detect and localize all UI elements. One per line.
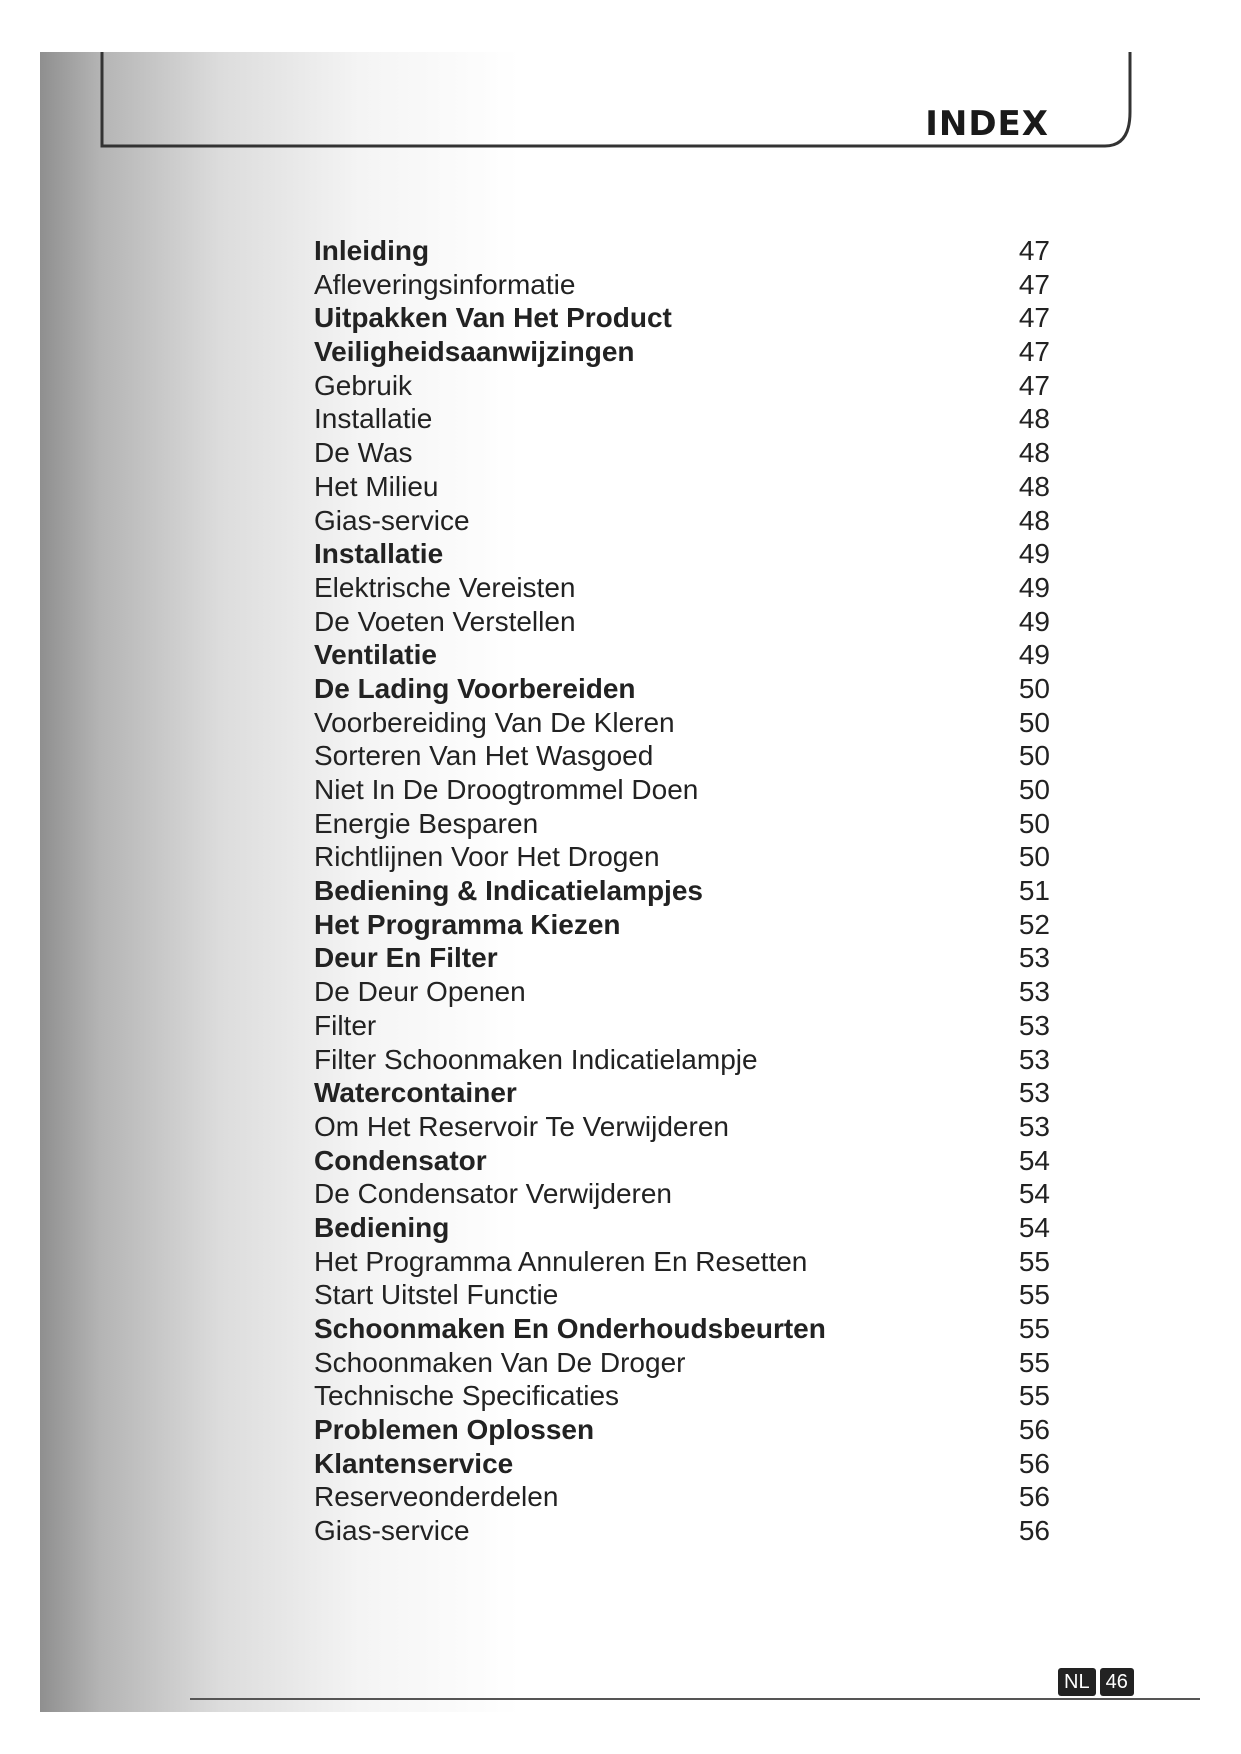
toc-entry-title: Schoonmaken Van De Droger <box>314 1346 686 1378</box>
toc-entry-title: De Condensator Verwijderen <box>314 1178 672 1210</box>
toc-entry[interactable] <box>314 1379 1050 1413</box>
toc-entry-page: 55 <box>1018 1380 1050 1412</box>
table-of-contents <box>314 234 1050 1548</box>
toc-entry[interactable] <box>314 537 1050 571</box>
toc-entry-page: 50 <box>1018 841 1050 873</box>
toc-entry-page: 53 <box>1018 1043 1050 1075</box>
toc-entry-page: 47 <box>1018 268 1050 300</box>
toc-entry[interactable] <box>314 1514 1050 1548</box>
toc-entry[interactable] <box>314 268 1050 302</box>
toc-entry[interactable] <box>314 335 1050 369</box>
footer-divider <box>190 1698 1200 1700</box>
toc-entry-title: Niet In De Droogtrommel Doen <box>314 774 699 805</box>
toc-entry-title: Energie Besparen <box>314 807 539 839</box>
toc-entry-title: Problemen Oplossen <box>314 1414 595 1446</box>
toc-entry[interactable] <box>314 1480 1050 1514</box>
toc-entry-title: Filter Schoonmaken Indicatielampje <box>314 1043 758 1075</box>
toc-entry-page: 54 <box>1018 1178 1050 1210</box>
page-number-badge: 46 <box>1100 1668 1134 1696</box>
toc-entry-title: Reserveonderdelen <box>314 1481 559 1513</box>
toc-entry-title: Bediening & Indicatielampjes <box>314 875 703 907</box>
toc-entry-title: Het Programma Annuleren En Resetten <box>314 1245 808 1277</box>
toc-entry-page: 47 <box>1018 336 1050 368</box>
toc-entry-title: Installatie <box>314 538 444 570</box>
toc-entry-page: 55 <box>1018 1279 1050 1311</box>
toc-entry-title: Start Uitstel Functie <box>314 1279 559 1311</box>
toc-entry[interactable] <box>314 908 1050 942</box>
toc-entry-title: Gebruik <box>314 369 413 401</box>
toc-entry-page: 56 <box>1018 1515 1050 1547</box>
toc-entry[interactable] <box>314 301 1050 335</box>
toc-entry-title: Sorteren Van Het Wasgoed <box>314 740 654 772</box>
toc-entry-title: De Voeten Verstellen <box>314 605 576 637</box>
toc-entry[interactable] <box>314 504 1050 538</box>
toc-entry-title: Condensator <box>314 1144 487 1176</box>
toc-entry-page: 49 <box>1018 571 1050 603</box>
toc-entry-page: 50 <box>1018 706 1050 738</box>
toc-entry-page: 55 <box>1018 1245 1050 1277</box>
toc-entry[interactable] <box>314 1346 1050 1380</box>
toc-entry[interactable] <box>314 706 1050 740</box>
toc-entry[interactable] <box>314 470 1050 504</box>
toc-entry-page: 49 <box>1018 639 1050 671</box>
toc-entry[interactable] <box>314 369 1050 403</box>
toc-entry-title: Schoonmaken En Onderhoudsbeurten <box>314 1313 826 1344</box>
toc-entry-page: 53 <box>1018 1009 1050 1041</box>
toc-entry[interactable] <box>314 234 1050 268</box>
toc-entry-page: 53 <box>1018 1077 1050 1109</box>
toc-entry[interactable] <box>314 402 1050 436</box>
toc-entry[interactable] <box>314 1211 1050 1245</box>
toc-entry-page: 52 <box>1018 908 1050 940</box>
toc-entry-page: 47 <box>1018 235 1050 266</box>
toc-entry[interactable] <box>314 672 1050 706</box>
toc-entry-page: 51 <box>1018 875 1050 907</box>
toc-entry-page: 48 <box>1018 403 1050 435</box>
toc-entry-title: Installatie <box>314 403 433 435</box>
toc-entry[interactable] <box>314 1278 1050 1312</box>
toc-entry-title: Klantenservice <box>314 1447 514 1479</box>
toc-entry-title: De Was <box>314 437 413 469</box>
toc-entry[interactable] <box>314 1076 1050 1110</box>
toc-entry-page: 50 <box>1018 774 1050 805</box>
toc-entry-title: Deur En Filter <box>314 942 498 974</box>
toc-entry-title: Veiligheidsaanwijzingen <box>314 336 635 368</box>
toc-entry-page: 56 <box>1018 1481 1050 1513</box>
toc-entry[interactable] <box>314 1245 1050 1279</box>
toc-entry-page: 53 <box>1018 1110 1050 1142</box>
toc-entry-title: Gias-service <box>314 504 470 536</box>
toc-entry-page: 53 <box>1018 942 1050 974</box>
toc-entry[interactable] <box>314 941 1050 975</box>
toc-entry[interactable] <box>314 1177 1050 1211</box>
toc-entry-title: Voorbereiding Van De Kleren <box>314 706 675 738</box>
toc-entry[interactable] <box>314 605 1050 639</box>
toc-entry[interactable] <box>314 1043 1050 1077</box>
toc-entry[interactable] <box>314 1413 1050 1447</box>
toc-entry-page: 48 <box>1018 470 1050 502</box>
toc-entry[interactable] <box>314 840 1050 874</box>
toc-entry-title: De Lading Voorbereiden <box>314 672 636 704</box>
toc-entry[interactable] <box>314 807 1050 841</box>
toc-entry-title: Elektrische Vereisten <box>314 571 576 603</box>
toc-entry-title: Uitpakken Van Het Product <box>314 302 672 334</box>
toc-entry-page: 49 <box>1018 605 1050 637</box>
toc-entry-page: 47 <box>1018 302 1050 334</box>
toc-entry[interactable] <box>314 1312 1050 1346</box>
toc-entry-title: Gias-service <box>314 1515 470 1547</box>
toc-entry[interactable] <box>314 975 1050 1009</box>
toc-entry[interactable] <box>314 1447 1050 1481</box>
toc-entry-page: 55 <box>1018 1346 1050 1378</box>
toc-entry[interactable] <box>314 739 1050 773</box>
toc-entry-title: Het Milieu <box>314 470 439 502</box>
toc-entry-title: Ventilatie <box>314 639 437 671</box>
toc-entry-title: Het Programma Kiezen <box>314 908 621 940</box>
toc-entry-page: 50 <box>1018 672 1050 704</box>
toc-entry-page: 56 <box>1018 1414 1050 1446</box>
toc-entry-title: Richtlijnen Voor Het Drogen <box>314 841 660 873</box>
toc-entry-page: 54 <box>1018 1211 1050 1243</box>
toc-entry-page: 56 <box>1018 1447 1050 1479</box>
toc-entry-page: 50 <box>1018 807 1050 839</box>
toc-entry[interactable] <box>314 1009 1050 1043</box>
toc-entry-page: 53 <box>1018 976 1050 1008</box>
toc-entry-page: 48 <box>1018 437 1050 469</box>
toc-entry-title: Inleiding <box>314 235 430 266</box>
toc-entry-page: 47 <box>1018 369 1050 401</box>
toc-entry-title: Bediening <box>314 1211 450 1243</box>
toc-entry-title: Watercontainer <box>314 1077 517 1109</box>
toc-entry-title: Technische Specificaties <box>314 1380 620 1412</box>
toc-entry-title: Afleveringsinformatie <box>314 268 576 300</box>
toc-entry[interactable] <box>314 436 1050 470</box>
toc-entry-page: 49 <box>1018 538 1050 570</box>
page-title: INDEX <box>925 104 1049 144</box>
toc-entry-title: Filter <box>314 1009 377 1041</box>
footer-page-indicator <box>1058 1668 1134 1696</box>
toc-entry[interactable] <box>314 571 1050 605</box>
language-badge: NL <box>1058 1668 1096 1696</box>
toc-entry-page: 48 <box>1018 504 1050 536</box>
toc-entry[interactable] <box>314 1144 1050 1178</box>
toc-entry-title: Om Het Reservoir Te Verwijderen <box>314 1110 729 1142</box>
toc-entry[interactable] <box>314 874 1050 908</box>
toc-entry[interactable] <box>314 638 1050 672</box>
toc-entry[interactable] <box>314 773 1050 807</box>
toc-entry-title: De Deur Openen <box>314 976 526 1008</box>
toc-entry-page: 54 <box>1018 1144 1050 1176</box>
toc-entry-page: 55 <box>1018 1313 1050 1344</box>
toc-entry-page: 50 <box>1018 740 1050 772</box>
toc-entry[interactable] <box>314 1110 1050 1144</box>
